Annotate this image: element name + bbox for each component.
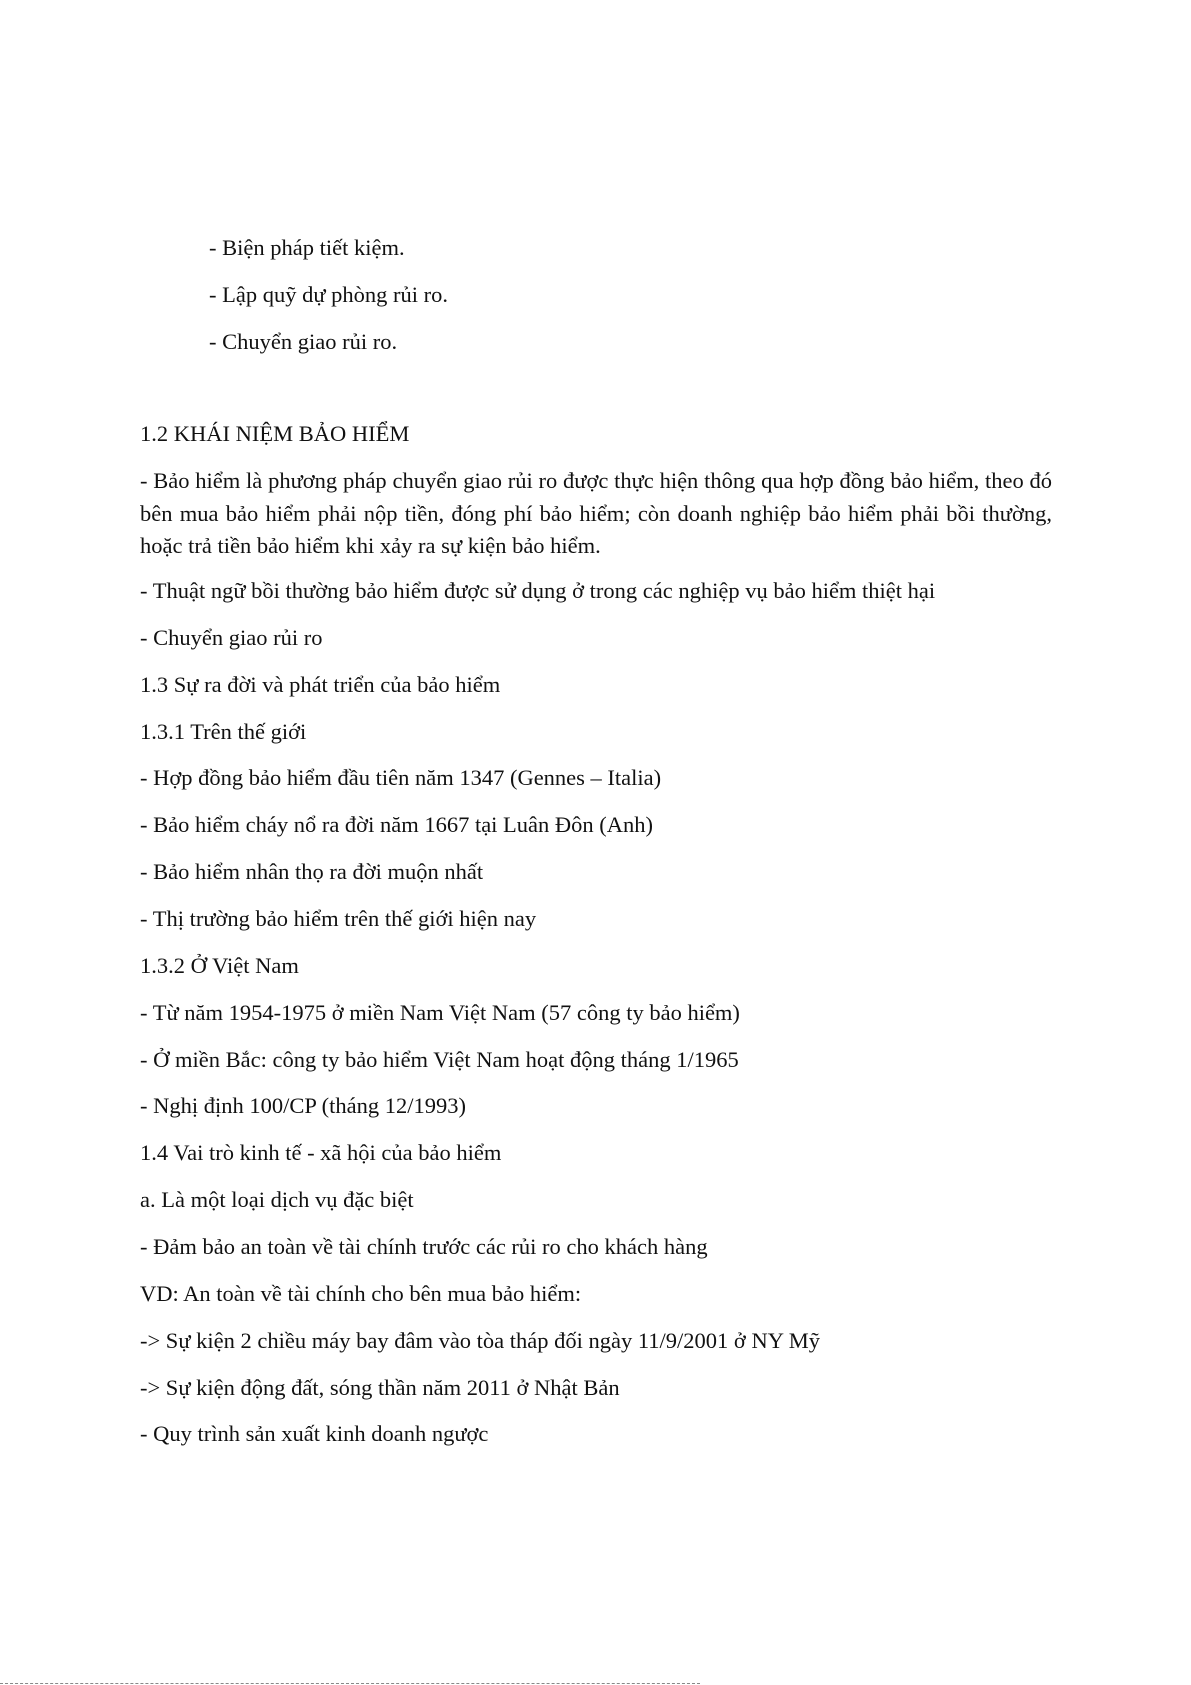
heading-1-3-2: 1.3.2 Ở Việt Nam: [140, 953, 299, 978]
body-line-fire-insurance: - Bảo hiểm cháy nổ ra đời năm 1667 tại Luân Đôn (Anh): [140, 812, 654, 837]
definition-paragraph: - Bảo hiểm là phương pháp chuyển giao rủi ro được thực hiện thông qua hợp đồng bảo hiểm, theo đó bên mua bảo hiểm phải nộp tiền, đóng phí bảo hiểm; còn doanh nghiệp bảo hiểm phải bồi thường, hoặc trả tiền bảo hiểm khi xảy ra sự kiện bảo hiểm.: [140, 468, 1052, 558]
body-line-south-vietnam: - Từ năm 1954-1975 ở miền Nam Việt Nam (57 công ty bảo hiểm): [140, 1000, 740, 1025]
body-line-life-insurance: - Bảo hiểm nhân thọ ra đời muộn nhất: [140, 859, 484, 884]
body-line-decree: - Nghị định 100/CP (tháng 12/1993): [140, 1093, 467, 1118]
page-bottom-rule: [0, 1683, 700, 1684]
heading-1-2: 1.2 KHÁI NIỆM BẢO HIỂM: [140, 421, 410, 446]
body-line-first-contract: - Hợp đồng bảo hiểm đầu tiên năm 1347 (Gennes – Italia): [140, 765, 662, 790]
list-item-risk-transfer: - Chuyển giao rủi ro.: [209, 329, 398, 354]
list-item-reserve-fund: - Lập quỹ dự phòng rủi ro.: [209, 282, 449, 307]
body-line-compensation-term: - Thuật ngữ bồi thường bảo hiểm được sử dụng ở trong các nghiệp vụ bảo hiểm thiệt hại: [140, 578, 936, 603]
body-line-reverse-process: - Quy trình sản xuất kinh doanh ngược: [140, 1421, 489, 1446]
list-item-savings: - Biện pháp tiết kiệm.: [209, 235, 405, 260]
body-line-event-japan: -> Sự kiện động đất, sóng thần năm 2011 ở Nhật Bản: [140, 1375, 620, 1400]
body-line-financial-safety: - Đảm bảo an toàn về tài chính trước các rủi ro cho khách hàng: [140, 1234, 708, 1259]
heading-1-4: 1.4 Vai trò kinh tế - xã hội của bảo hiểm: [140, 1140, 502, 1165]
body-line-event-9-11: -> Sự kiện 2 chiều máy bay đâm vào tòa tháp đối ngày 11/9/2001 ở NY Mỹ: [140, 1328, 820, 1353]
heading-1-3: 1.3 Sự ra đời và phát triển của bảo hiểm: [140, 672, 501, 697]
body-line-world-market: - Thị trường bảo hiểm trên thế giới hiện nay: [140, 906, 537, 931]
body-line-example: VD: An toàn về tài chính cho bên mua bảo hiểm:: [140, 1281, 582, 1306]
body-line-special-service: a. Là một loại dịch vụ đặc biệt: [140, 1187, 414, 1212]
heading-1-3-1: 1.3.1 Trên thế giới: [140, 719, 307, 744]
body-line-north-vietnam: - Ở miền Bắc: công ty bảo hiểm Việt Nam hoạt động tháng 1/1965: [140, 1047, 739, 1072]
body-line-risk-transfer: - Chuyển giao rủi ro: [140, 625, 323, 650]
